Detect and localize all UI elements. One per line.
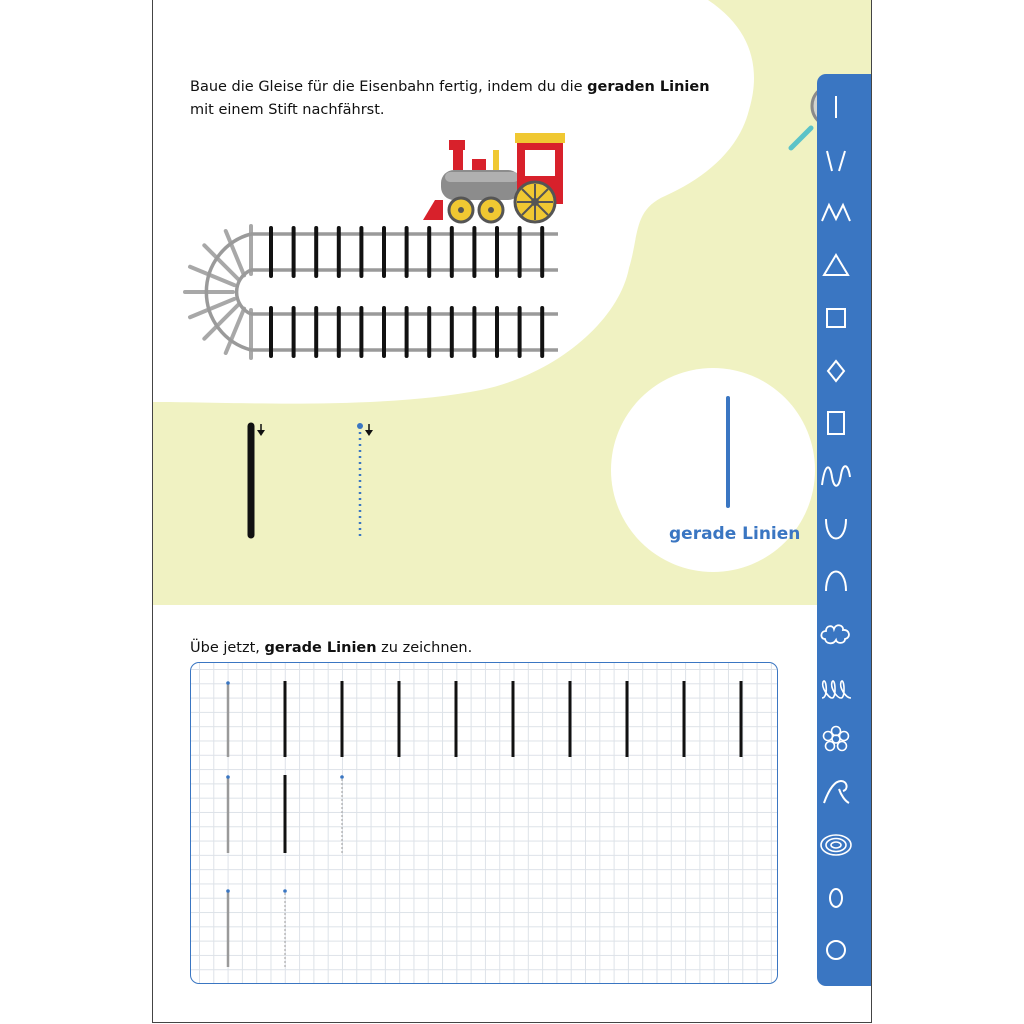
zigzag-icon[interactable] [819, 195, 853, 229]
cloud-icon[interactable] [819, 617, 853, 651]
row-3 [226, 889, 287, 967]
diagonal-lines-icon[interactable] [819, 143, 853, 177]
practice-bold: gerade Linien [264, 640, 377, 656]
u-curve-icon[interactable] [819, 512, 853, 546]
row-2 [226, 775, 344, 853]
spiral-icon[interactable] [819, 828, 853, 862]
practice-instruction [190, 637, 472, 660]
practice-grid[interactable] [190, 662, 778, 984]
flower-icon[interactable] [819, 722, 853, 756]
straight-line-icon[interactable] [819, 90, 853, 124]
triangle-icon[interactable] [819, 248, 853, 282]
instruction-bold: geraden Linien [587, 79, 710, 95]
wave-icon[interactable] [819, 459, 853, 493]
diamond-icon[interactable] [819, 354, 853, 388]
practice-post: zu zeichnen. [376, 640, 473, 656]
oval-icon[interactable] [819, 881, 853, 915]
instruction-line2: mit einem Stift nachfährst. [190, 102, 385, 118]
circle-icon[interactable] [819, 933, 853, 967]
hook-icon[interactable] [819, 775, 853, 809]
worksheet-page [152, 0, 872, 1023]
practice-pre: Übe jetzt, [190, 640, 265, 656]
instruction-text [190, 76, 730, 122]
instruction-line1: Baue die Gleise für die Eisenbahn fertig, indem du die [190, 79, 588, 95]
arch-icon[interactable] [819, 564, 853, 598]
rectangle-icon[interactable] [819, 406, 853, 440]
practice-strokes [191, 663, 778, 984]
loops-icon[interactable] [819, 670, 853, 704]
topic-label: gerade Linien [669, 524, 801, 544]
shape-sidebar [817, 74, 872, 986]
square-icon[interactable] [819, 301, 853, 335]
row-1 [226, 681, 741, 757]
